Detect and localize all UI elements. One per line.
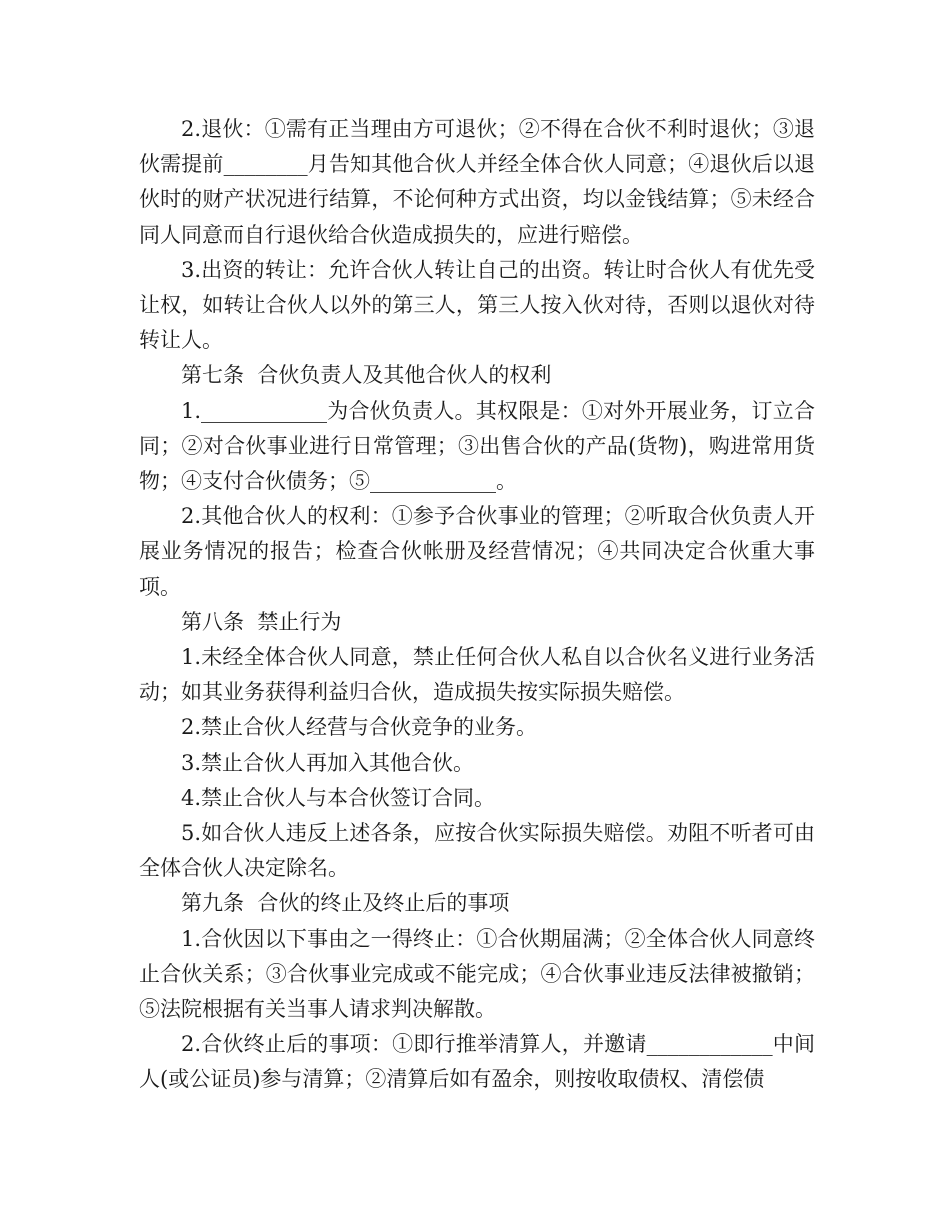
paragraph-other-partner-rights: 2.其他合伙人的权利：①参予合伙事业的管理；②听取合伙负责人开展业务情况的报告；检查合伙帐册及经营情况；④共同决定合伙重大事项。 xyxy=(139,504,815,599)
paragraph-prohibition-5: 5.如合伙人违反上述各条，应按合伙实际损失赔偿。劝阻不听者可由全体合伙人决定除名。 xyxy=(139,821,815,881)
document-body xyxy=(139,112,815,1098)
article-7-heading: 第七条 合伙负责人及其他合伙人的权利 xyxy=(181,363,552,388)
paragraph-termination-causes: 1.合伙因以下事由之一得终止：①合伙期届满；②全体合伙人同意终止合伙关系；③合伙事业完成或不能完成；④合伙事业违反法律被撤销；⑤法院根据有关当事人请求判决解散。 xyxy=(139,926,815,1022)
paragraph-capital-transfer: 3.出资的转让：允许合伙人转让自己的出资。转让时合伙人有优先受让权，如转让合伙人以外的第三人，第三人按入伙对待，否则以退伙对待转让人。 xyxy=(139,257,815,353)
article-8-heading: 第八条 禁止行为 xyxy=(181,609,342,634)
paragraph-prohibition-1: 1.未经全体合伙人同意，禁止任何合伙人私自以合伙名义进行业务活动；如其业务获得利益归合伙，造成损失按实际损失赔偿。 xyxy=(139,645,815,705)
paragraph-prohibition-4: 4.禁止合伙人与本合伙签订合同。 xyxy=(181,785,496,810)
paragraph-post-termination: 2.合伙终止后的事项：①即行推举清算人，并邀请____________中间人(或公证员)参与清算；②清算后如有盈余，则按收取债权、清偿债 xyxy=(139,1032,815,1092)
article-9-heading: 第九条 合伙的终止及终止后的事项 xyxy=(181,891,510,916)
paragraph-partnership-leader: 1.____________为合伙负责人。其权限是：①对外开展业务，订立合同；②对合伙事业进行日常管理；③出售合伙的产品(货物)，购进常用货物；④支付合伙债务；⑤____________。 xyxy=(139,398,815,494)
paragraph-prohibition-3: 3.禁止合伙人再加入其他合伙。 xyxy=(181,750,475,775)
paragraph-prohibition-2: 2.禁止合伙人经营与合伙竞争的业务。 xyxy=(181,715,538,740)
paragraph-withdrawal: 2.退伙：①需有正当理由方可退伙；②不得在合伙不利时退伙；③退伙需提前________月告知其他合伙人并经全体合伙人同意；④退伙后以退伙时的财产状况进行结算，不论何种方式出资，均以金钱结算；⑤未经合同人同意而自行退伙给合伙造成损失的，应进行赔偿。 xyxy=(139,117,815,247)
